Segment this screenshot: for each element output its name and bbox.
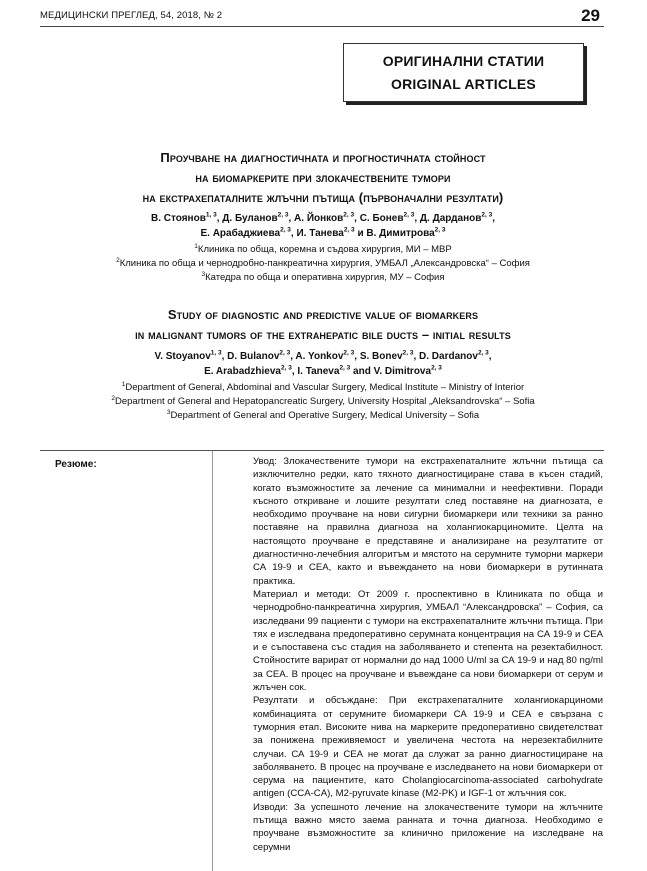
section-label-bg: ОРИГИНАЛНИ СТАТИИ <box>382 53 545 69</box>
bg-title-line-1: Проучване на диагностичната и прогностичната стойност <box>160 150 486 165</box>
en-affiliation-3: $^3$Department of General and Operative Surgery, Medical University – Sofia <box>166 408 480 421</box>
journal-citation: МЕДИЦИНСКИ ПРЕГЛЕД, 54, 2018, № 2 <box>40 10 223 21</box>
abstract-box <box>40 450 604 871</box>
en-affiliation-1: $^1$Department of General, Abdominal and Vascular Surgery, Medical Institute – Ministry of Interior <box>121 380 525 393</box>
en-title-line-1: Study of diagnostic and predictive value of biomarkers <box>167 307 479 322</box>
abstract-divider <box>212 451 213 871</box>
en-authors-line-1: V. Stoyanov$^{1, 3}$, D. Bulanov$^{2, 3}$, A. Yonkov$^{2, 3}$, S. Bonev$^{2, 3}$, D. Dardanov$^{2, 3}$, <box>154 349 492 362</box>
bg-title-line-2: на биомаркерите при злокачествените тумори <box>195 170 451 185</box>
en-authors-line-2: E. Arabadzhieva$^{2, 3}$, I. Taneva$^{2, 3}$ and V. Dimitrova$^{2, 3}$ <box>204 364 442 377</box>
abstract-methods: Материал и методи: От 2009 г. проспективно в Клиниката по обща и чернодробно-панкреатична хирургия, УМБАЛ “Александровска” – София, са изследвани 99 пациенти с тумори на екстрахепаталните жлъчни пътища. При тях е изследвана предоперативно серумната концентрация на СА 19-9 и СЕА и е съпоставена със стадия на заболяването и степента на резектабилност. Стойностите варират от нормални до над 1000 U/ml за СА 19-9 и над 80 ng/ml за СЕА. В процес на проучване и въвеждане са нови биомаркери от серум и жлъчен сок. <box>253 588 603 694</box>
section-label-box <box>343 43 584 102</box>
bg-affiliation-3: $^3$Катедра по обща и оперативна хирургия, МУ – София <box>201 270 445 283</box>
bg-affiliation-2: $^2$Клиника по обща и чернодробно-панкреатична хирургия, УМБАЛ „Александровска“ – София <box>116 256 530 269</box>
section-label-en: ORIGINAL ARTICLES <box>391 76 536 92</box>
bg-affiliation-1: $^1$Клиника по обща, коремна и съдова хирургия, МИ – МВР <box>194 242 452 255</box>
abstract-intro: Увод: Злокачествените тумори на екстрахепаталните жлъчни пътища са изключително редки, като тяхното диагностициране става в късен стадий, когато възможностите за лечение са минимални и неефективни. Поради късното откриване и лошите резултати след поставяне на диагнозата, е необходимо проучване на нови сигурни биомаркери или техники за ранно поставяне на правилна диагноза на холангиокарциномите. Целта на настоящото проучване е представяне и анализиране на резултатите от диагностично-лечебния алгоритъм и мястото на серумните туморни маркери СА 19-9 и СЕА, както и въвеждането на нови биомаркери в рутинната практика. <box>253 456 603 587</box>
abstract-results: Резултати и обсъждане: При екстрахепаталните холангиокарциноми комбинацията от серумните биомаркери СА 19-9 и СЕА е свързана с туморния етап. Високите нива на маркерите предоперативно свидетелстват за понижена преживяемост и увеличена честота на нерезектабилните случаи. СА 19-9 и СЕА не могат да служат за ранно диагностициране на заболяването. В процес на проучване е изследването на нови биомаркери от серума на пациентите, като Cholangiocarcinoma-associated carbohydrate antigen (CCA-CA), M2-pyruvate kinase (M2-PK) и IGF-1 от жлъчния сок. <box>253 695 603 800</box>
bg-authors-line-2: Е. Арабаджиева$^{2, 3}$, И. Танева$^{2, 3}$ и В. Димитрова$^{2, 3}$ <box>200 226 446 239</box>
abstract-label: Резюме: <box>55 459 97 470</box>
en-title-line-2: in malignant tumors of the extrahepatic bile ducts – initial results <box>135 327 511 342</box>
abstract-conclusions: Изводи: За успешното лечение на злокачествените тумори на жлъчните пътища важно място заема ранната и точна диагноза. Необходимо е проучване възможностите за клинично приложение на изследване на серумни <box>253 801 603 853</box>
en-affiliation-2: $^2$Department of General and Hepatopancreatic Surgery, University Hospital „Aleksandrovska“ – Sofia <box>111 394 535 407</box>
abstract-body <box>253 455 603 854</box>
bg-authors-line-1: В. Стоянов$^{1, 3}$, Д. Буланов$^{2, 3}$, А. Йонков$^{2, 3}$, С. Бонев$^{2, 3}$, Д. Дарданов$^{2, 3}$, <box>150 211 495 224</box>
page-number: 29 <box>581 6 600 25</box>
bg-title-line-3: на екстрахепаталните жлъчни пътища (първоначални резултати) <box>142 190 504 205</box>
running-header <box>40 6 604 27</box>
